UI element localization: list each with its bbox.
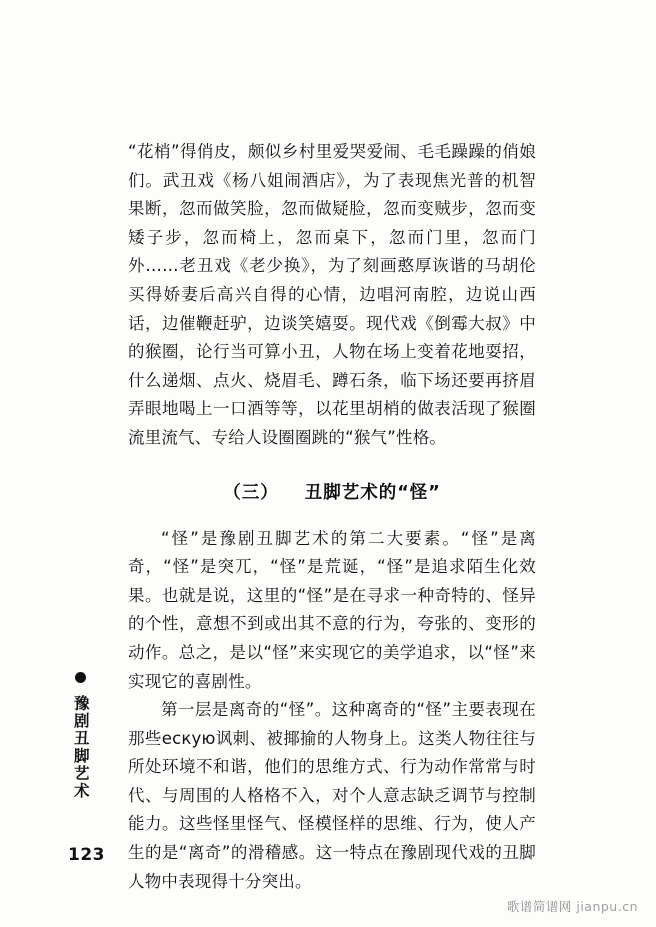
- watermark: [507, 897, 638, 915]
- vertical-running-title: [68, 672, 92, 807]
- bullet-dot-icon: [75, 672, 86, 683]
- paragraph-3: 第一层是离奇的“怪”。这种离奇的“怪”主要表现在那些ескую讽刺、被揶揄的人物身上。这类人物往往与所处环境不和谐，他们的思维方式、行为动作常常与时代、与周围的人格格不入，对个人意志缺乏调节与控制能力。这些怪里怪气、怪模怪样的思维、行为，使人产生的是“离奇”的滑稽感。这一特点在豫剧现代戏的丑脚人物中表现得十分突出。: [128, 700, 536, 891]
- section-number: （三）: [223, 482, 279, 503]
- watermark-cn: 歌谱简谱网: [506, 899, 572, 914]
- running-title-text: 豫剧丑脚艺术: [71, 694, 90, 800]
- section-heading: [128, 479, 536, 507]
- paragraph-1: “花梢”得俏皮，颇似乡村里爱哭爱闹、毛毛躁躁的俏娘们。武丑戏《杨八姐闹酒店》，为了表现焦光普的机智果断，忽而做笑脸，忽而做疑脸，忽而变贼步，忽而变矮子步，忽而椅上，忽而桌下，忽而门里，忽而门外……老丑戏《老少换》，为了刻画憨厚诙谐的马胡伦买得娇妻后高兴自得的心情，边唱河南腔，边说山西话，边催鞭赶驴，边谈笑嬉耍。现代戏《倒霉大叔》中的猴圈，论行当可算小丑，人物在场上变着花地耍招，什么递烟、点火、烧眉毛、蹲石条，临下场还要再挤眉弄眼地喝上一口酒等等，以花里胡梢的做表活现了猴圈流里流气、专给人设圈圈跳的“猴气”性格。: [128, 142, 536, 447]
- page-number: 123: [68, 845, 105, 865]
- watermark-latin: jianpu.cn: [576, 899, 638, 914]
- paragraph-2: “怪”是豫剧丑脚艺术的第二大要素。“怪”是离奇，“怪”是突兀，“怪”是荒诞，“怪”是追求陌生化效果。也就是说，这里的“怪”是在寻求一种奇特的、怪异的个性，意想不到或出其不意的行为，夸张的、变形的动作。总之，是以“怪”来实现它的美学追求，以“怪”来实现它的喜剧性。: [128, 528, 536, 691]
- page-body: [128, 138, 536, 896]
- section-title: 丑脚艺术的“怪”: [304, 482, 441, 503]
